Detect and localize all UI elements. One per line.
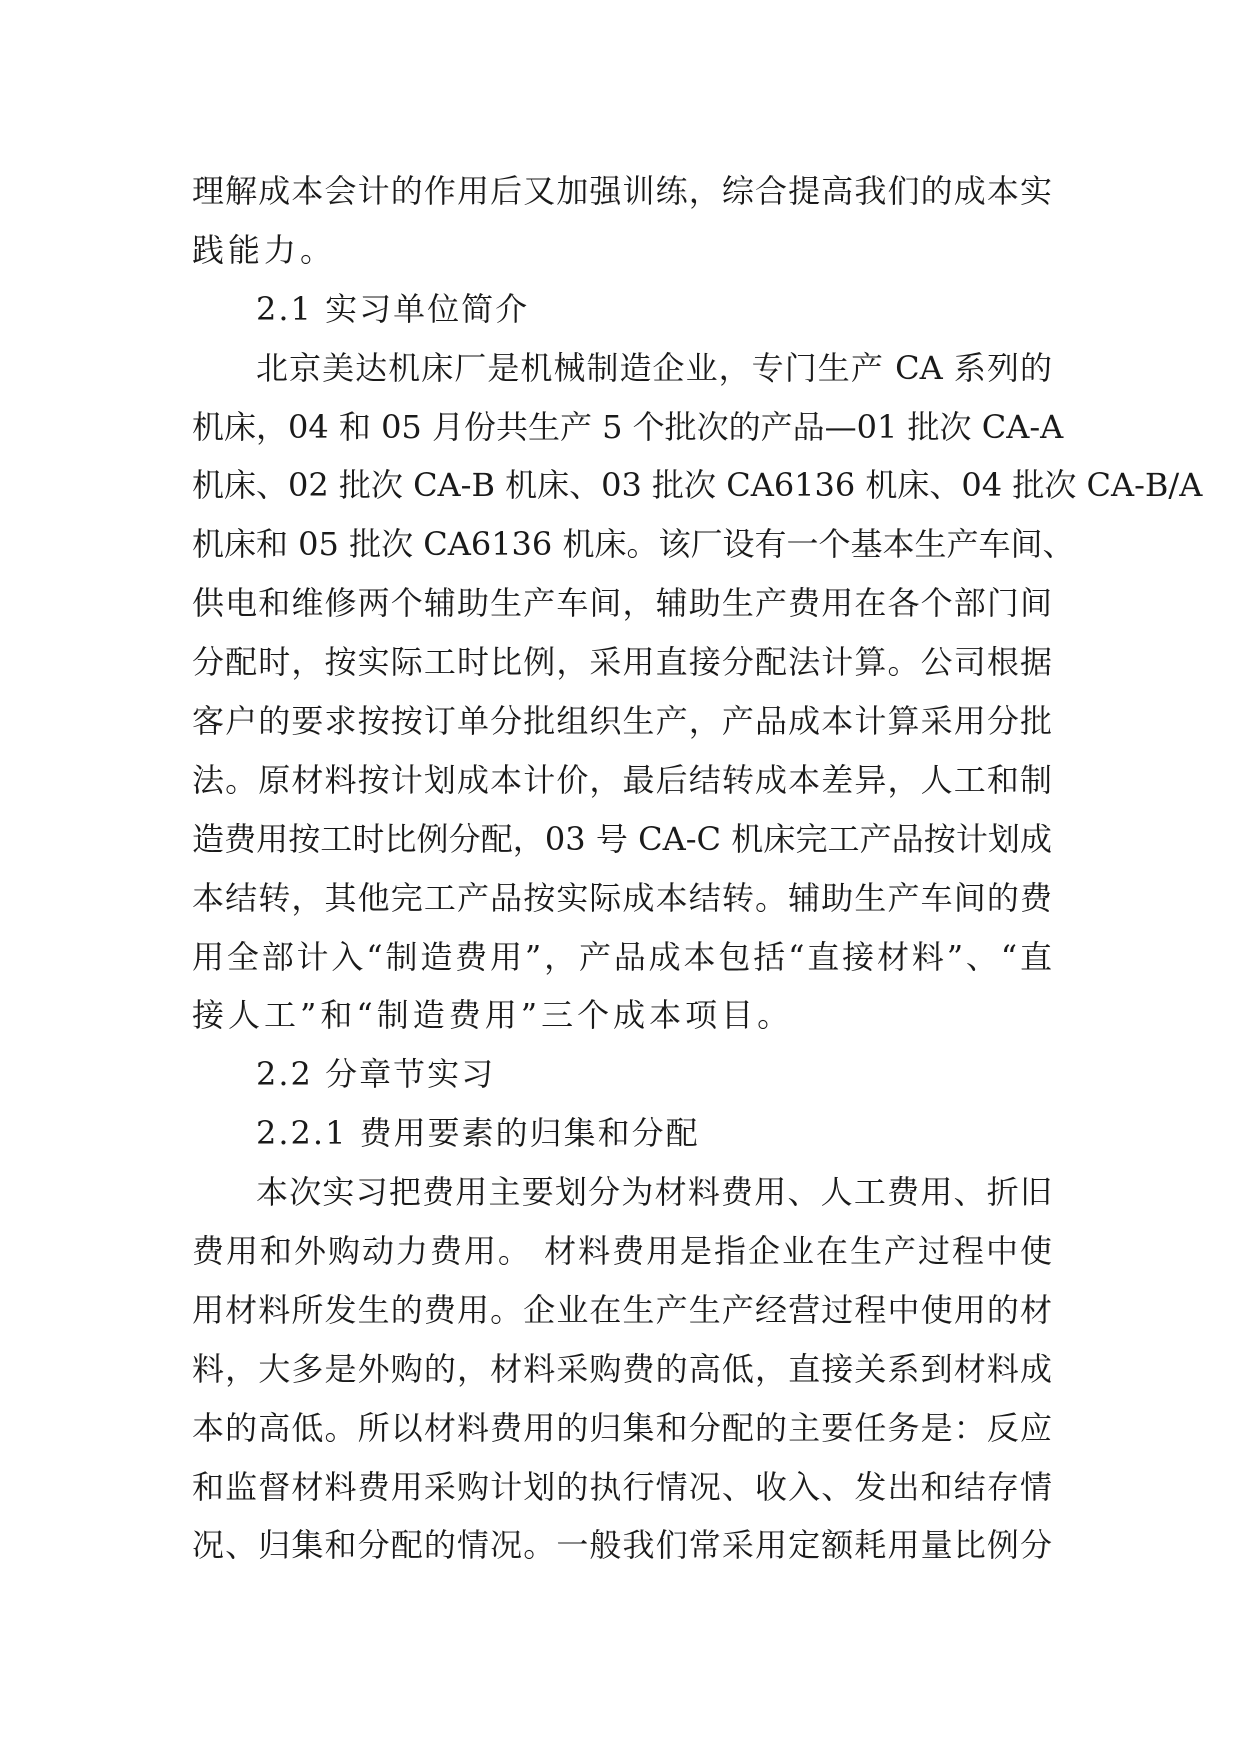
text-line: 用全部计入“制造费用”，产品成本包括“直接材料”、“直 [192,937,1052,976]
text-line: 本结转，其他完工产品按实际成本结转。辅助生产车间的费 [192,878,1052,917]
text-line: 接人工”和“制造费用”三个成本项目。 [192,996,794,1035]
text-line: 供电和维修两个辅助生产车间，辅助生产费用在各个部门间 [192,584,1052,623]
text-line: 机床、02 批次 CA-B 机床、03 批次 CA6136 机床、04 批次 CA-B/A [192,466,1203,505]
text-line: 料，大多是外购的，材料采购费的高低，直接关系到材料成 [192,1349,1052,1388]
text-line: 北京美达机床厂是机械制造企业，专门生产 CA 系列的 [256,348,1052,387]
text-line: 分配时，按实际工时比例，采用直接分配法计算。公司根据 [192,643,1052,682]
text-line: 造费用按工时比例分配，03 号 CA-C 机床完工产品按计划成 [192,819,1052,858]
text-line: 和监督材料费用采购计划的执行情况、收入、发出和结存情 [192,1467,1052,1506]
text-line: 理解成本会计的作用后又加强训练，综合提高我们的成本实 [192,172,1052,210]
text-line: 本次实习把费用主要划分为材料费用、人工费用、折旧 [256,1173,1052,1212]
subsection-heading: 2.2.1 费用要素的归集和分配 [256,1114,700,1153]
text-line: 机床，04 和 05 月份共生产 5 个批次的产品—01 批次 CA-A [192,407,1064,446]
text-line: 本的高低。所以材料费用的归集和分配的主要任务是：反应 [192,1408,1052,1447]
text-line: 法。原材料按计划成本计价，最后结转成本差异，人工和制 [192,760,1052,799]
text-line: 践能力。 [192,230,337,269]
section-heading: 2.2 分章节实习 [256,1055,496,1094]
section-heading: 2.1 实习单位简介 [256,289,530,328]
text-line: 用材料所发生的费用。企业在生产生产经营过程中使用的材 [192,1290,1052,1329]
text-line: 费用和外购动力费用。 材料费用是指企业在生产过程中使 [192,1232,1052,1271]
document-page [192,162,1203,1575]
text-line: 况、归集和分配的情况。一般我们常采用定额耗用量比例分 [192,1526,1052,1565]
text-line: 客户的要求按按订单分批组织生产，产品成本计算采用分批 [192,702,1052,741]
text-line: 机床和 05 批次 CA6136 机床。该厂设有一个基本生产车间、 [192,525,1075,564]
